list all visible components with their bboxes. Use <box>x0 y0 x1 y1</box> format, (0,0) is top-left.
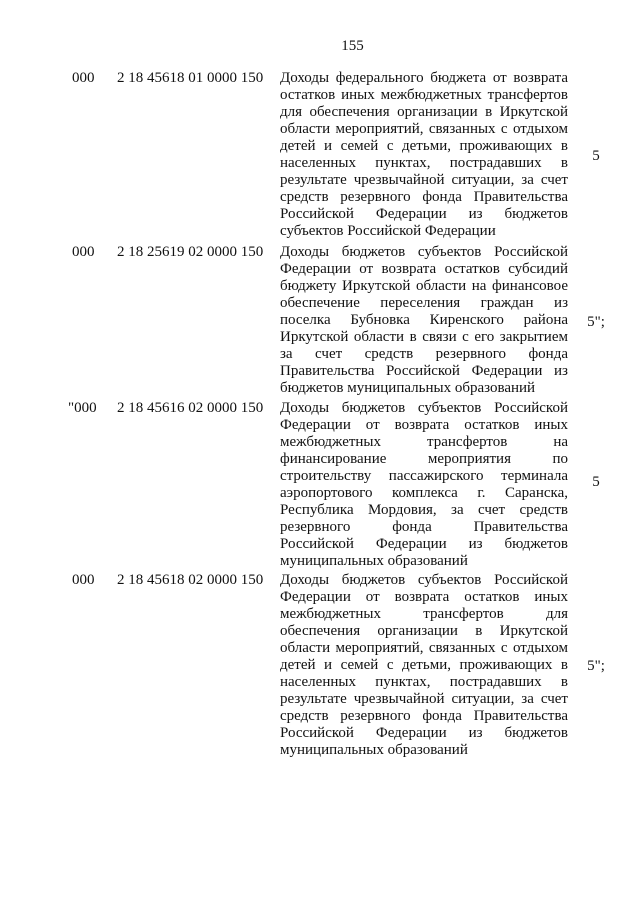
page-number: 155 <box>341 38 364 54</box>
amount-value: 5"; <box>587 314 605 330</box>
admin-code: 000 <box>72 70 95 86</box>
admin-code: "000 <box>68 400 97 416</box>
table-row <box>0 400 640 568</box>
amount-value: 5"; <box>587 658 605 674</box>
income-description: Доходы федерального бюджета от возврата остатков иных межбюджетных трансфертов для обеспечения организации в Иркутской области мероприятий, связанных с отдыхом детей и семей с детьми, проживающих в населенных пунктах, пострадавших в результате чрезвычайной ситуации, за счет средств резервного фонда Правительства Российской Федерации из бюджетов субъектов Российской Федерации <box>280 70 568 239</box>
admin-code: 000 <box>72 572 95 588</box>
amount-value: 5 <box>592 148 600 164</box>
budget-classification-code: 2 18 45618 01 0000 150 <box>117 70 264 86</box>
budget-classification-code: 2 18 45618 02 0000 150 <box>117 572 264 588</box>
table-row <box>0 70 640 240</box>
budget-classification-code: 2 18 25619 02 0000 150 <box>117 244 264 260</box>
income-description: Доходы бюджетов субъектов Российской Федерации от возврата остатков иных межбюджетных трансфертов на финансирование мероприятия по строительству пассажирского терминала аэропортового комплекса г. Саранска, Республика Мордовия, за счет средств резервного фонда Правительства Российской Федерации из бюджетов муниципальных образований <box>280 400 568 569</box>
budget-classification-code: 2 18 45616 02 0000 150 <box>117 400 264 416</box>
income-description: Доходы бюджетов субъектов Российской Федерации от возврата остатков иных межбюджетных трансфертов для обеспечения организации в Иркутской области мероприятий, связанных с отдыхом детей и семей с детьми, проживающих в населенных пунктах, пострадавших в результате чрезвычайной ситуации, за счет средств резервного фонда Правительства Российской Федерации из бюджетов муниципальных образований <box>280 572 568 758</box>
table-row <box>0 244 640 396</box>
amount-value: 5 <box>592 474 600 490</box>
income-description: Доходы бюджетов субъектов Российской Федерации от возврата остатков субсидий бюджету Иркутской области на финансовое обеспечение переселения граждан из поселка Бубновка Киренского района Иркутской области в связи с его закрытием за счет средств резервного фонда Правительства Российской Федерации из бюджетов муниципальных образований <box>280 244 568 396</box>
admin-code: 000 <box>72 244 95 260</box>
table-row <box>0 572 640 760</box>
